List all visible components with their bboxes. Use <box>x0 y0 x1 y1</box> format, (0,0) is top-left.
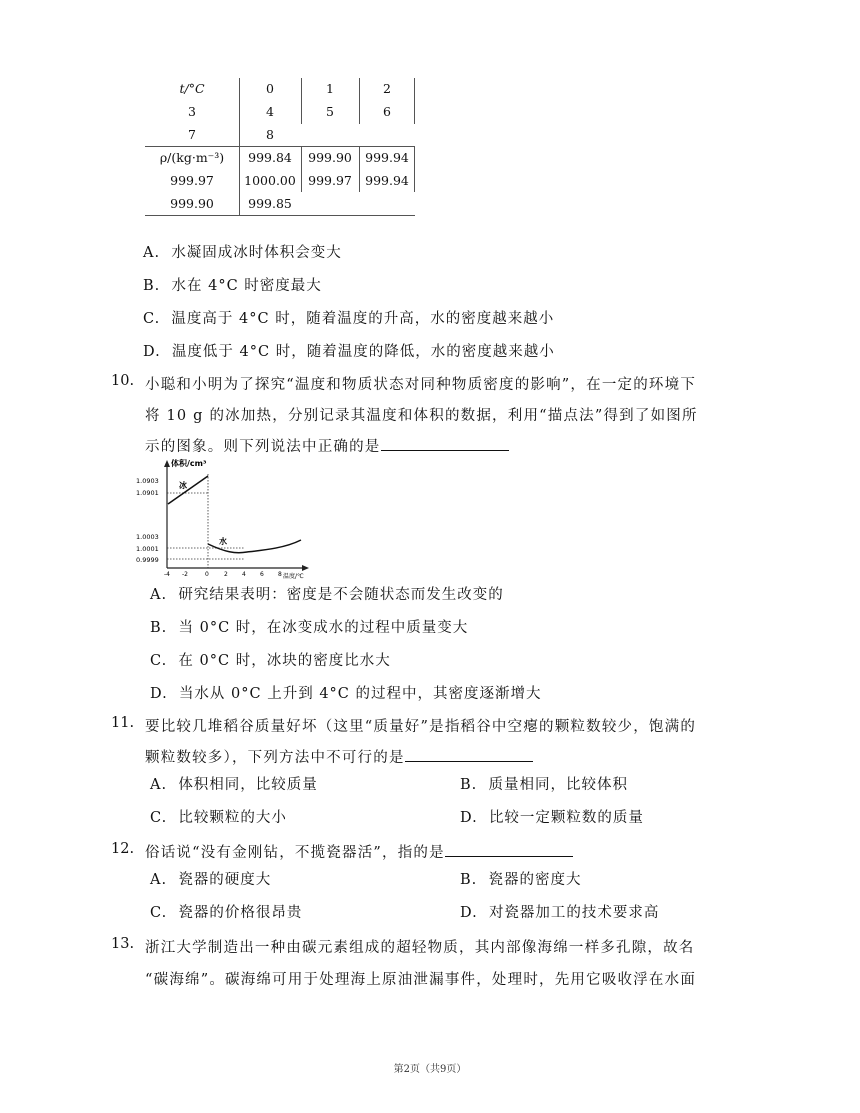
question-number: 10. <box>111 373 135 389</box>
y-tick-label: 1.0003 <box>136 533 159 541</box>
ice-curve <box>168 476 208 504</box>
x-tick-label: 8 <box>278 571 282 578</box>
table-header-density: ρ/(kg·m⁻³) <box>159 150 225 165</box>
table-cell: 1 <box>326 81 334 96</box>
question-text: 示的图象。则下列说法中正确的是 <box>145 435 509 456</box>
x-tick-label: 2 <box>224 571 228 578</box>
answer-blank[interactable] <box>381 436 509 451</box>
y-tick-label: 1.0901 <box>136 489 159 497</box>
table-cell: 999.97 <box>308 173 352 188</box>
q9-option-a: A. 水凝固成冰时体积会变大 <box>143 245 342 261</box>
table-cell: 999.84 <box>248 150 292 165</box>
table-cell: 1000.00 <box>244 173 296 188</box>
x-tick-label: 0 <box>205 571 209 578</box>
table-rule <box>145 215 415 216</box>
y-axis-label: 体积/cm³ <box>171 459 207 468</box>
q12-option-c: C. 瓷器的价格很昂贵 <box>150 905 303 921</box>
x-axis-label: 温度/℃ <box>283 573 304 580</box>
volume-temperature-graph <box>135 456 310 580</box>
table-cell: 999.97 <box>170 173 214 188</box>
x-tick-label: 4 <box>242 571 246 578</box>
question-text: 小聪和小明为了探究“温度和物质状态对同种物质密度的影响”，在一定的环境下 <box>145 377 697 393</box>
question-text: “碳海绵”。碳海绵可用于处理海上原油泄漏事件，处理时，先用它吸收浮在水面 <box>145 972 697 988</box>
q11-option-c: C. 比较颗粒的大小 <box>150 810 287 826</box>
question-number: 12. <box>111 841 135 857</box>
water-label: 水 <box>219 537 227 546</box>
table-cell: 8 <box>266 127 274 142</box>
question-text: 将 10 g 的冰加热，分别记录其温度和体积的数据，利用“描点法”得到了如图所 <box>145 408 698 424</box>
x-tick-label: -2 <box>182 571 188 578</box>
q10-option-c: C. 在 0°C 时，冰块的密度比水大 <box>150 653 391 669</box>
table-cell: 3 <box>188 104 196 119</box>
answer-blank[interactable] <box>445 842 573 857</box>
y-tick-label: 1.0903 <box>136 477 159 485</box>
q10-option-a: A. 研究结果表明：密度是不会随状态而发生改变的 <box>150 587 504 603</box>
q11-option-a: A. 体积相同，比较质量 <box>150 777 318 793</box>
table-cell: 0 <box>266 81 274 96</box>
y-tick-label: 1.0001 <box>136 545 159 553</box>
x-tick-label: -4 <box>164 571 170 578</box>
q9-option-b: B. 水在 4°C 时密度最大 <box>143 278 322 294</box>
table-cell: 999.94 <box>365 150 409 165</box>
answer-blank[interactable] <box>405 747 533 762</box>
q10-option-d: D. 当水从 0°C 上升到 4°C 的过程中，其密度逐渐增大 <box>150 686 542 702</box>
question-text: 俗话说“没有金刚钻，不揽瓷器活”，指的是 <box>145 841 573 862</box>
ice-label: 冰 <box>179 481 187 490</box>
question-text: 颗粒数较多），下列方法中不可行的是 <box>145 746 533 767</box>
q12-option-d: D. 对瓷器加工的技术要求高 <box>460 905 660 921</box>
table-cell: 5 <box>326 104 334 119</box>
x-axis-arrow <box>302 565 309 571</box>
table-cell: 999.90 <box>170 196 214 211</box>
question-text: 浙江大学制造出一种由碳元素组成的超轻物质，其内部像海绵一样多孔隙，故名 <box>145 940 695 956</box>
question-text: 要比较几堆稻谷质量好坏（这里“质量好”是指稻谷中空瘪的颗粒数较少，饱满的 <box>145 719 697 735</box>
y-tick-label: 0.9999 <box>136 556 159 564</box>
q11-option-d: D. 比较一定颗粒数的质量 <box>460 810 644 826</box>
table-cell: 999.90 <box>308 150 352 165</box>
page-footer: 第2页（共9页） <box>393 1064 467 1075</box>
q9-option-d: D. 温度低于 4°C 时，随着温度的降低，水的密度越来越小 <box>143 344 555 360</box>
table-cell: 4 <box>266 104 274 119</box>
q12-option-b: B. 瓷器的密度大 <box>460 872 582 888</box>
table-cell: 999.94 <box>365 173 409 188</box>
x-tick-label: 6 <box>260 571 264 578</box>
table-cell: 2 <box>383 81 391 96</box>
question-number: 11. <box>111 715 135 731</box>
table-header-temp: t/°C <box>179 81 205 96</box>
question-number: 13. <box>111 936 135 952</box>
q11-option-b: B. 质量相同，比较体积 <box>460 777 628 793</box>
density-table <box>145 78 415 216</box>
table-cell: 7 <box>188 127 196 142</box>
q9-option-c: C. 温度高于 4°C 时，随着温度的升高，水的密度越来越小 <box>143 311 555 327</box>
table-cell: 6 <box>383 104 391 119</box>
table-cell: 999.85 <box>248 196 292 211</box>
q10-option-b: B. 当 0°C 时，在冰变成水的过程中质量变大 <box>150 620 469 636</box>
q12-option-a: A. 瓷器的硬度大 <box>150 872 272 888</box>
y-axis-arrow <box>164 460 170 467</box>
